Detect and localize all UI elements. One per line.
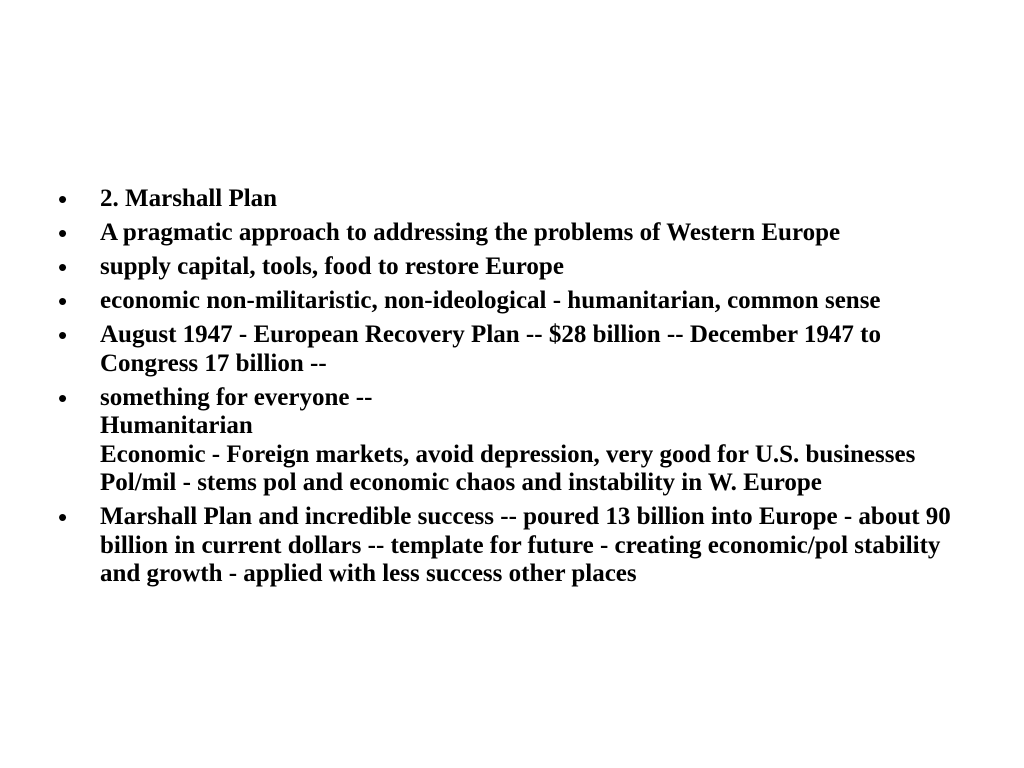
bullet-text (100, 253, 978, 282)
bullet-icon: • (58, 320, 68, 350)
bullet-item-3 (58, 253, 978, 282)
bullet-line: August 1947 - European Recovery Plan -- $28 billion -- December 1947 to Congress 17 billion -- (100, 321, 881, 377)
bullet-icon: • (58, 382, 68, 413)
bullet-line: Economic - Foreign markets, avoid depression, very good for U.S. businesses (100, 440, 916, 468)
bullet-list (58, 185, 978, 594)
bullet-text (100, 503, 978, 589)
bullet-text (100, 287, 978, 316)
bullet-icon: • (58, 286, 68, 316)
bullet-icon: • (58, 502, 68, 532)
bullet-icon: • (58, 252, 68, 282)
bullet-text (100, 219, 978, 248)
bullet-line: Marshall Plan and incredible success -- poured 13 billion into Europe - about 90 billion in current dollars -- template for future - creating economic/pol stability and growth - applied with less success other places (100, 503, 951, 587)
bullet-item-1 (58, 185, 978, 214)
bullet-line: economic non-militaristic, non-ideological - humanitarian, common sense (100, 287, 881, 314)
bullet-line: Humanitarian (100, 412, 253, 439)
bullet-icon: • (58, 218, 68, 248)
bullet-text (100, 185, 978, 214)
bullet-line: supply capital, tools, food to restore Europe (100, 253, 564, 280)
bullet-icon: • (58, 184, 68, 214)
bullet-text (100, 384, 978, 498)
bullet-line: something for everyone -- (100, 383, 373, 411)
bullet-item-4 (58, 287, 978, 316)
bullet-item-5 (58, 321, 978, 378)
bullet-item-2 (58, 219, 978, 248)
bullet-line: A pragmatic approach to addressing the problems of Western Europe (100, 219, 841, 246)
bullet-item-6 (58, 384, 978, 498)
bullet-line: 2. Marshall Plan (100, 185, 278, 212)
bullet-item-7 (58, 503, 978, 589)
bullet-line: Pol/mil - stems pol and economic chaos and instability in W. Europe (100, 469, 822, 496)
bullet-text (100, 321, 978, 378)
